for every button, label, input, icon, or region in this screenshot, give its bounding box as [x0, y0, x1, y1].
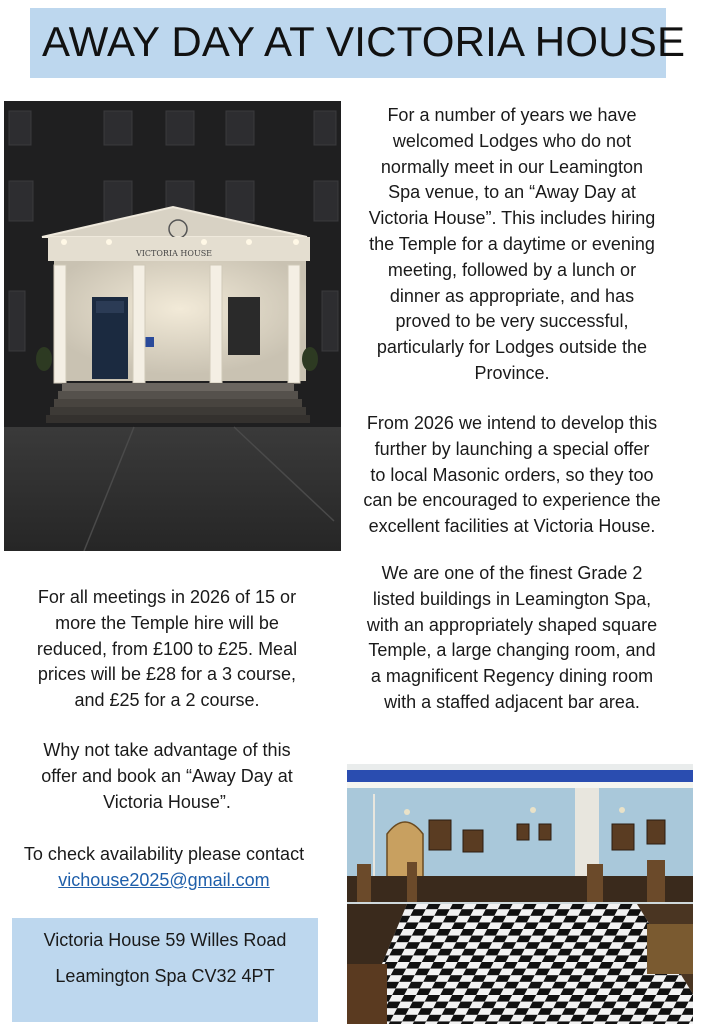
- intro-line: welcomed Lodges who do not: [392, 130, 632, 151]
- develop-line: From 2026 we intend to develop this: [366, 413, 658, 433]
- development-paragraph: [350, 411, 674, 540]
- contact-email-link[interactable]: vichouse2025@gmail.com: [58, 869, 270, 890]
- intro-line: the Temple for a daytime or evening: [369, 233, 655, 254]
- address-line-2: Leamington Spa CV32 4PT: [55, 966, 275, 986]
- intro-paragraph: [352, 103, 672, 387]
- intro-line: proved to be very successful,: [395, 311, 629, 332]
- building-line: a magnificent Regency dining room: [370, 666, 654, 687]
- contact-line: To check availability please contact: [23, 844, 305, 864]
- intro-line: Spa venue, to an “Away Day at: [388, 182, 636, 203]
- building-line: Temple, a large changing room, and: [368, 640, 656, 661]
- title-banner: [30, 8, 686, 78]
- offer-line: more the Temple hire will be: [55, 612, 279, 633]
- advantage-line: offer and book an “Away Day at: [41, 765, 293, 786]
- building-paragraph: [350, 561, 674, 716]
- offer-line: prices will be £28 for a 3 course,: [37, 664, 297, 685]
- building-line: We are one of the finest Grade 2: [381, 563, 643, 583]
- building-line: with a staffed adjacent bar area.: [384, 691, 640, 712]
- intro-line: normally meet in our Leamington: [380, 156, 644, 177]
- intro-line: meeting, followed by a lunch or: [387, 259, 637, 280]
- offer-line: reduced, from £100 to £25. Meal: [36, 638, 298, 659]
- address-line-1: Victoria House 59 Willes Road: [43, 930, 287, 950]
- page-title: AWAY DAY AT VICTORIA HOUSE: [42, 18, 686, 65]
- offer-paragraph: [12, 585, 322, 714]
- intro-line: Province.: [474, 362, 550, 383]
- advantage-line: Victoria House”.: [103, 791, 231, 812]
- offer-line: and £25 for a 2 course.: [74, 690, 260, 711]
- develop-line: excellent facilities at Victoria House.: [368, 516, 656, 537]
- advantage-line: Why not take advantage of this: [43, 740, 291, 760]
- victoria-house-exterior-photo: [4, 101, 341, 551]
- building-sign-text: VICTORIA HOUSE: [135, 249, 213, 258]
- building-line: listed buildings in Leamington Spa,: [372, 588, 652, 609]
- develop-line: to local Masonic orders, so they too: [370, 464, 654, 485]
- intro-line: dinner as appropriate, and has: [389, 285, 635, 306]
- advantage-paragraph: [12, 738, 322, 815]
- offer-line: For all meetings in 2026 of 15 or: [37, 587, 297, 607]
- temple-interior-photo: [347, 764, 693, 1024]
- intro-line: For a number of years we have: [387, 105, 637, 125]
- intro-line: particularly for Lodges outside the: [376, 337, 648, 358]
- intro-line: Victoria House”. This includes hiring: [368, 208, 656, 229]
- develop-line: can be encouraged to experience the: [363, 490, 661, 511]
- address-box: [12, 918, 318, 1022]
- contact-paragraph: [4, 842, 324, 894]
- building-line: with an appropriately shaped square: [366, 614, 658, 635]
- develop-line: further by launching a special offer: [374, 438, 650, 459]
